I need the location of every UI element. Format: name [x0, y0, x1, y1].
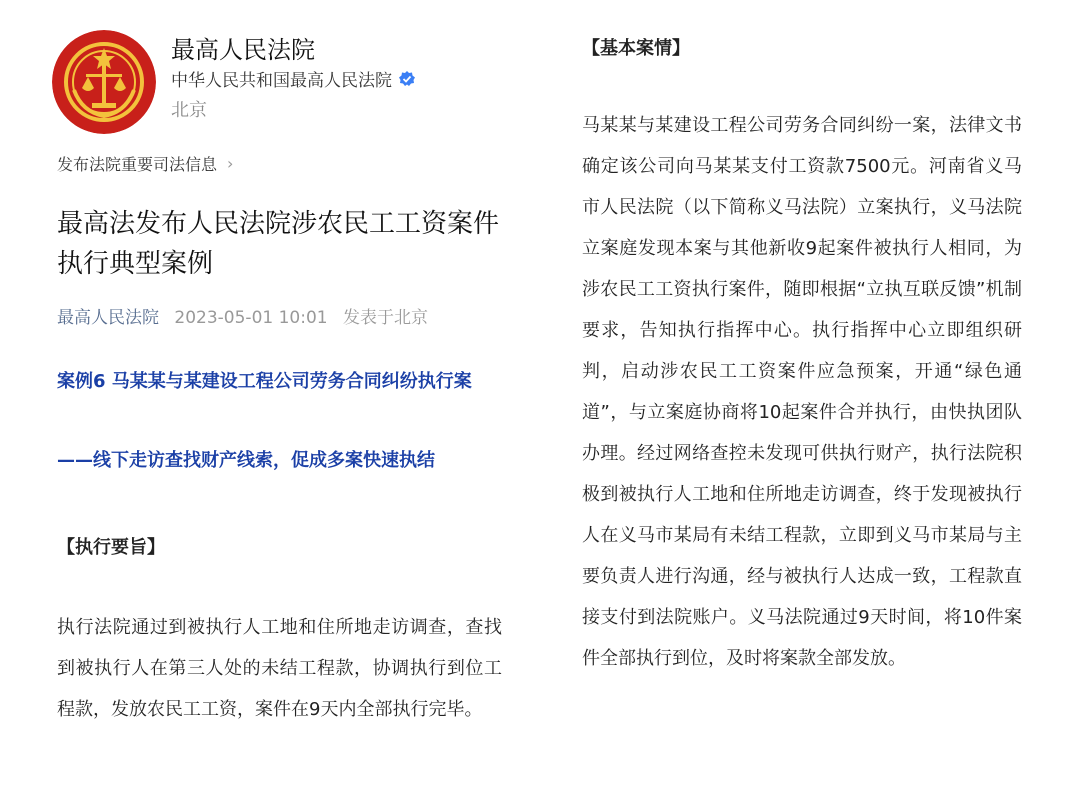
- section-facts-heading: 【基本案情】: [582, 38, 690, 59]
- section-facts-body: 马某某与某建设工程公司劳务合同纠纷一案，法律文书确定该公司向马某某支付工资款7500元。河南省义马市人民法院（以下简称义马法院）立案执行，义马法院立案庭发现本案与其他新收9起案件被执行人相同，为涉农民工工资执行案件，随即根据“立执互联反馈”机制要求，告知执行指挥中心。执行指挥中心立即组织研判，启动涉农民工工资案件应急预案，开通“绿色通道”，与立案庭协商将10起案件合并执行，由快执团队办理。经过网络查控未发现可供执行财产，执行法院积极到被执行人工地和住所地走访调查，终于发现被执行人在义马市某局有未结工程款，立即到义马市某局与主要负责人进行沟通，经与被执行人达成一致，工程款直接支付到法院账户。义马法院通过9天时间，将10件案件全部执行到位，及时将案款全部发放。: [582, 115, 1022, 669]
- article-datetime: 2023-05-01 10:01: [174, 308, 328, 328]
- chevron-right-icon: ›: [227, 154, 234, 173]
- verified-icon: [398, 70, 416, 88]
- publish-info-link[interactable]: [57, 152, 233, 175]
- publish-info-label: 发布法院重要司法信息: [57, 155, 218, 174]
- account-location: 北京: [171, 100, 207, 121]
- article-source-link[interactable]: 最高人民法院: [57, 308, 159, 328]
- account-subtitle-text: 中华人民共和国最高人民法院: [171, 71, 392, 91]
- avatar[interactable]: [52, 30, 156, 134]
- right-column: [530, 0, 1080, 810]
- article-meta: [57, 303, 428, 328]
- section-gist-body: 执行法院通过到被执行人工地和住所地走访调查，查找到被执行人在第三人处的未结工程款，协调执行到位工程款，发放农民工工资，案件在9天内全部执行完毕。: [57, 617, 502, 720]
- left-column: [0, 0, 530, 810]
- case-subtitle: ——线下走访查找财产线索，促成多案快速执结: [57, 450, 435, 471]
- court-emblem-icon: [52, 30, 156, 134]
- article-title: 最高法发布人民法院涉农民工工资案件执行典型案例: [57, 209, 500, 279]
- account-name[interactable]: 最高人民法院: [171, 36, 315, 64]
- case-title: 案例6 马某某与某建设工程公司劳务合同纠纷执行案: [57, 371, 472, 392]
- account-subtitle: [171, 66, 416, 91]
- article-location: 发表于北京: [343, 308, 429, 328]
- section-gist-heading: 【执行要旨】: [57, 537, 165, 558]
